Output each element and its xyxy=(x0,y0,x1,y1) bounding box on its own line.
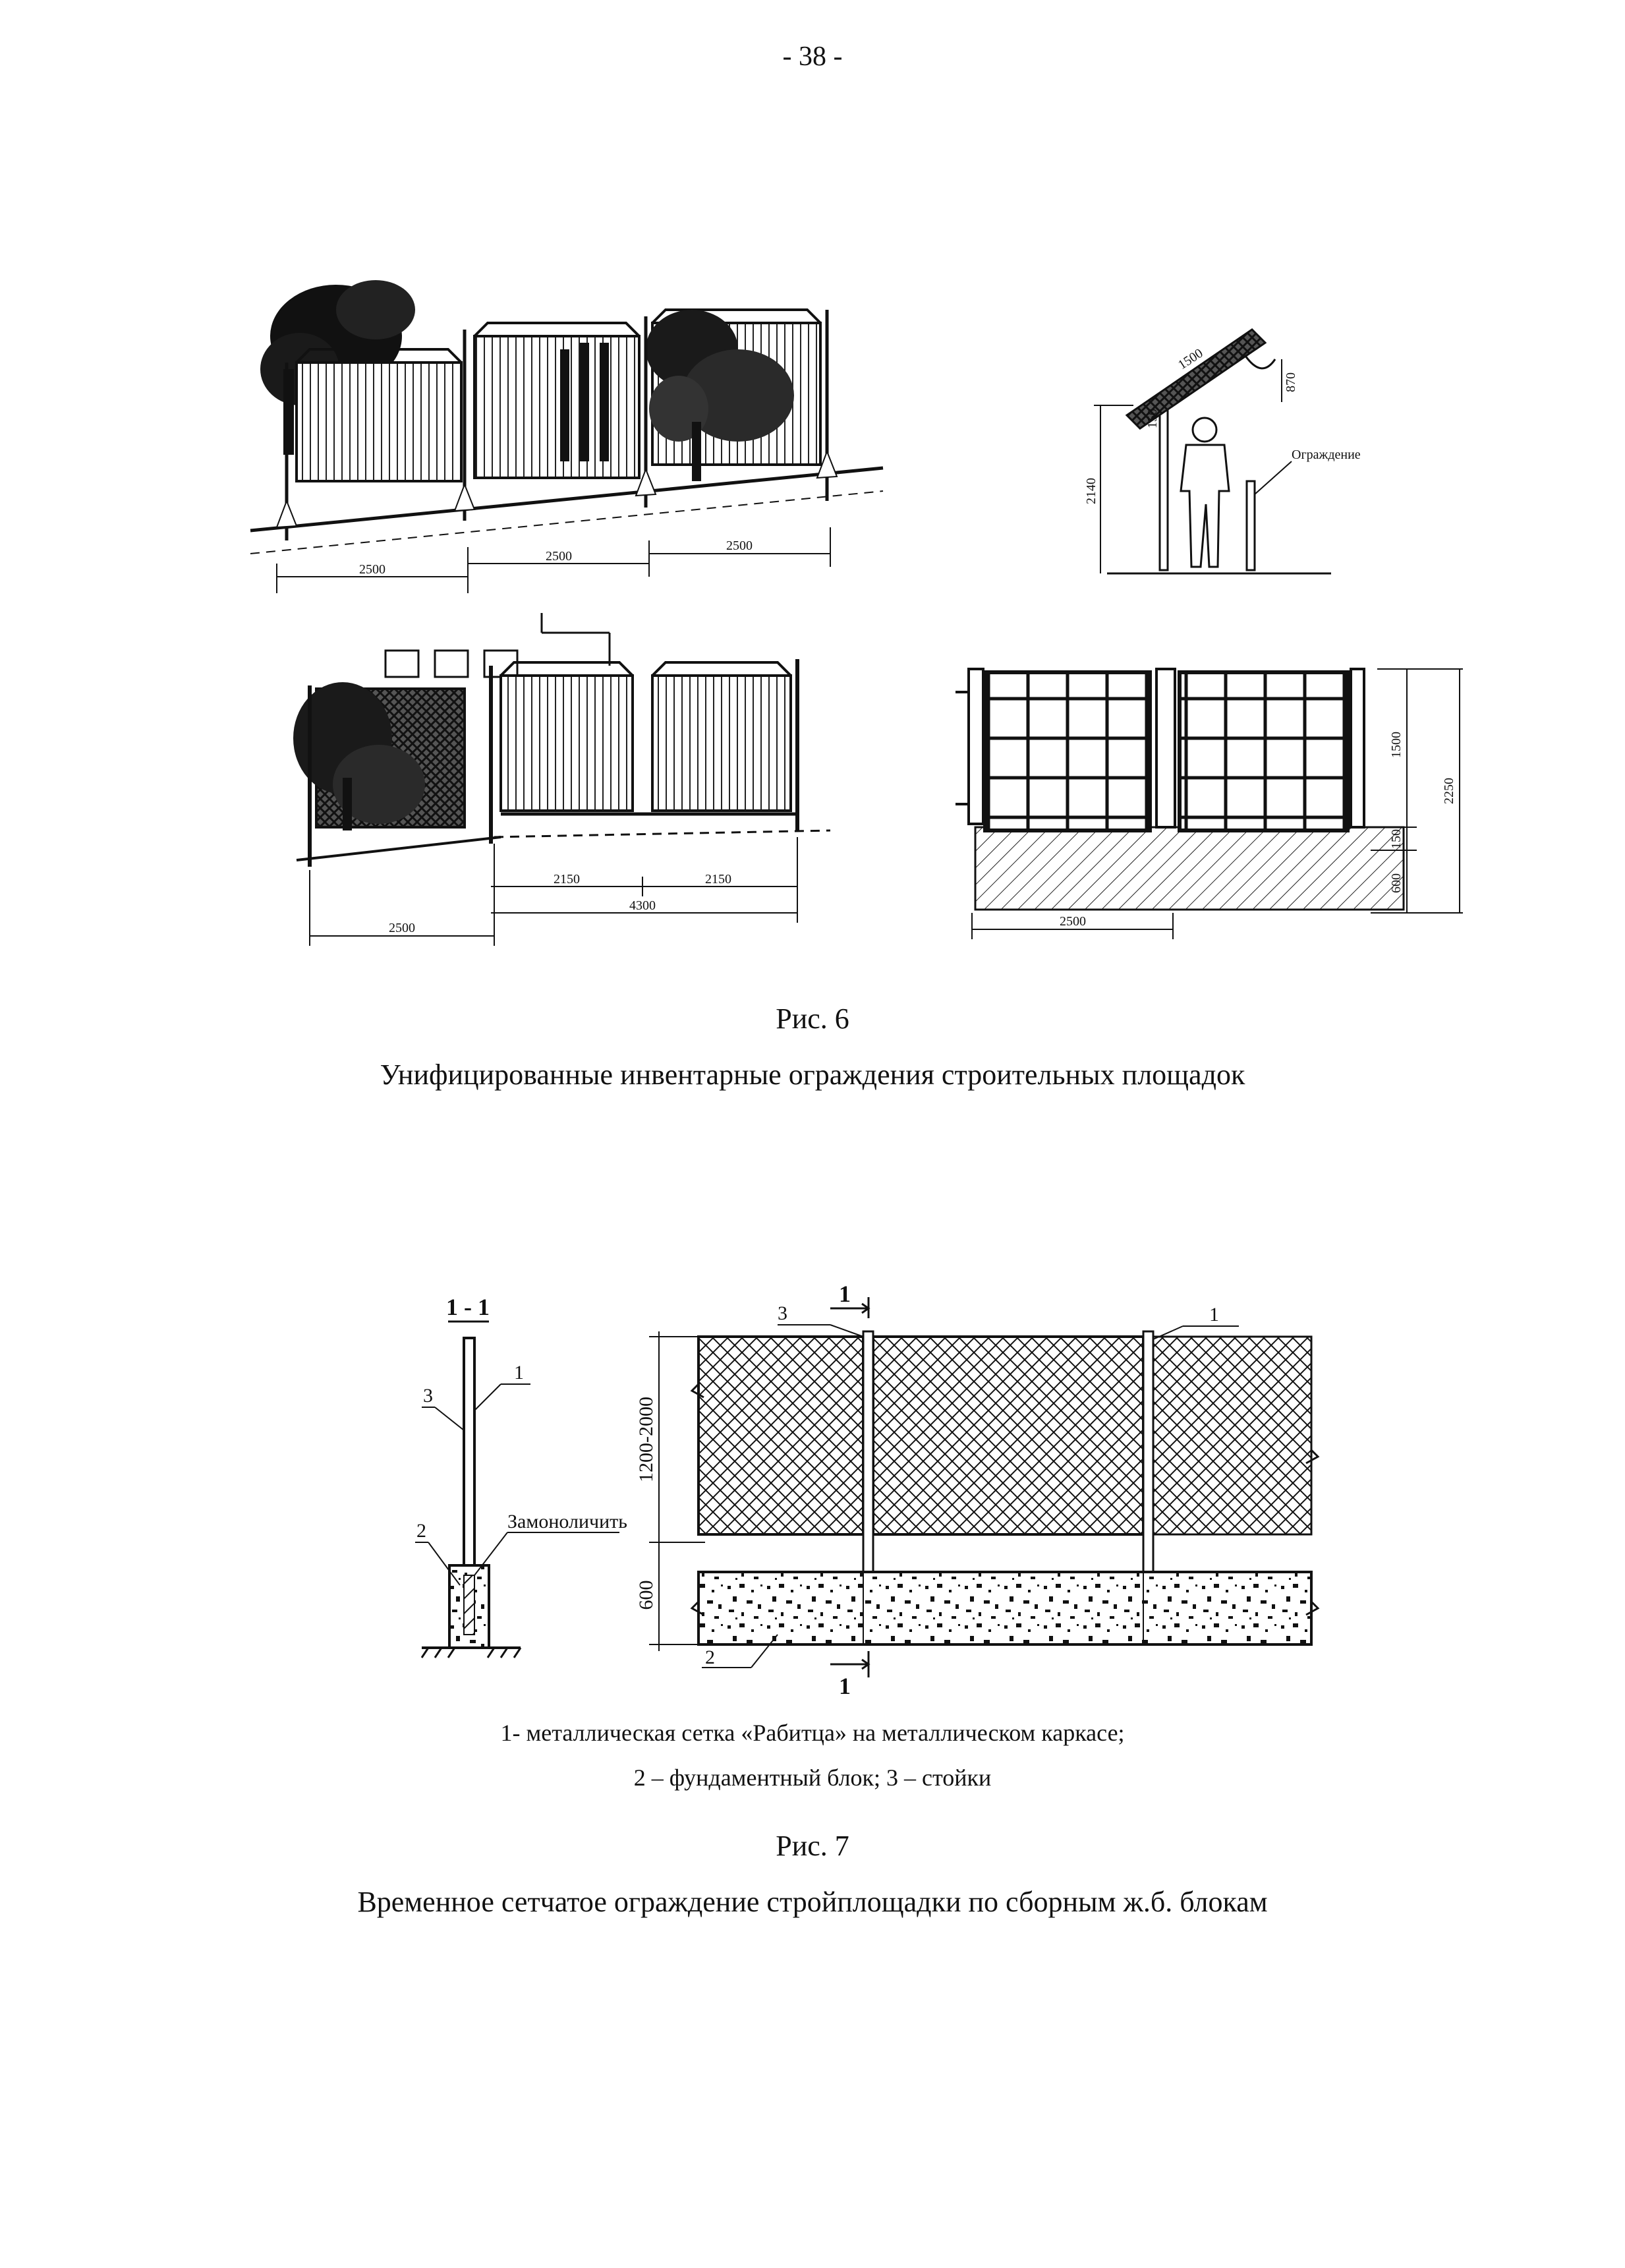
cut-mark-top: 1 xyxy=(839,1281,851,1307)
dim-600-mesh: 600 xyxy=(1389,873,1404,893)
dim-2500-c: 2500 xyxy=(726,538,753,553)
dim-150-canopy: 150 xyxy=(1145,409,1160,428)
fig7-label: Рис. 7 xyxy=(776,1830,849,1862)
dim-1500-canopy: 1500 xyxy=(1175,345,1206,373)
fig6-title: Унифицированные инвентарные ограждения строительных площадок xyxy=(380,1059,1245,1091)
fig7-drawing xyxy=(409,1265,1344,1714)
dim-600-block: 600 xyxy=(635,1580,657,1610)
callout-grout: Замоноличить xyxy=(507,1511,627,1532)
person-icon xyxy=(1181,418,1229,567)
callout-1-front: 1 xyxy=(1209,1304,1219,1325)
fig6-canopy xyxy=(1084,330,1361,573)
fig6-gate-fence xyxy=(293,613,830,946)
callout-3-section: 3 xyxy=(423,1385,433,1407)
dim-2150-a: 2150 xyxy=(554,872,580,887)
page-number: - 38 - xyxy=(782,42,843,72)
dim-4300: 4300 xyxy=(629,898,656,913)
dim-2150-b: 2150 xyxy=(705,872,731,887)
fig7-legend-line1: 1- металлическая сетка «Рабитца» на металлическом каркасе; xyxy=(500,1720,1125,1746)
dim-150-mesh: 150 xyxy=(1389,829,1404,849)
dim-1200-2000: 1200-2000 xyxy=(635,1397,657,1482)
dim-2250: 2250 xyxy=(1442,778,1456,804)
section-label: 1 - 1 xyxy=(446,1294,490,1320)
fig7-front xyxy=(635,1281,1318,1699)
fig7-section xyxy=(415,1294,627,1658)
fig6-slope-fence xyxy=(250,280,883,593)
dim-1500-mesh: 1500 xyxy=(1389,732,1404,758)
fig7-title: Временное сетчатое ограждение стройплощадки по сборным ж.б. блокам xyxy=(357,1886,1268,1918)
callout-3-front: 3 xyxy=(778,1302,787,1324)
label-fence: Ограждение xyxy=(1292,448,1361,462)
callout-2-section: 2 xyxy=(416,1520,426,1542)
callout-2-front: 2 xyxy=(705,1646,715,1668)
dim-2500-d: 2500 xyxy=(389,921,415,935)
dim-2500-a: 2500 xyxy=(359,562,385,577)
fig6-mesh-fence xyxy=(955,669,1463,939)
cut-mark-bottom: 1 xyxy=(839,1673,851,1699)
fig6-drawing xyxy=(237,264,1476,962)
callout-1-section: 1 xyxy=(514,1362,524,1383)
dim-2140: 2140 xyxy=(1084,478,1098,504)
fig7-legend-line2: 2 – фундаментный блок; 3 – стойки xyxy=(633,1764,992,1791)
fig6-label: Рис. 6 xyxy=(776,1003,849,1035)
dim-870: 870 xyxy=(1284,372,1298,392)
dim-2500-b: 2500 xyxy=(546,549,572,564)
dim-2500-mesh: 2500 xyxy=(1060,914,1086,929)
